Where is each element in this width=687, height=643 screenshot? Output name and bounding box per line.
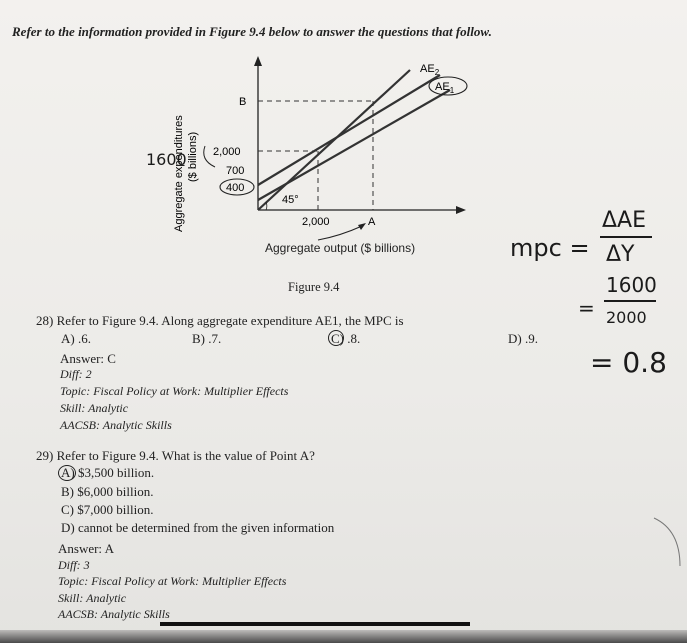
label-a: A — [368, 216, 376, 228]
label-b: B — [239, 96, 247, 108]
figure-caption: Figure 9.4 — [288, 280, 340, 294]
q28-skill: Skill: Analytic — [60, 401, 129, 415]
handwritten-1600: 1600 — [146, 150, 187, 169]
q28-topic: Topic: Fiscal Policy at Work: Multiplier Effects — [60, 384, 289, 398]
label-2000-y: 2,000 — [213, 146, 241, 158]
label-ae1: $AE_1$ — [435, 81, 455, 95]
handwritten-formula-lhs: mpc = — [510, 234, 590, 262]
line-ae2 — [258, 75, 440, 185]
x-axis-arrow — [456, 206, 466, 214]
label-ae2: $AE_2$ — [420, 63, 440, 77]
y-axis-label-2: ($ billions) — [187, 131, 199, 182]
q28-option-b: B) .7. — [192, 331, 222, 346]
handwritten-2000-den: 2000 — [606, 308, 647, 327]
handwritten-delta-ae: ΔAE — [602, 208, 646, 233]
page-bottom-shadow — [0, 630, 687, 643]
label-700: 700 — [226, 165, 245, 177]
q29-diff: Diff: 3 — [58, 558, 90, 572]
q29-question: 29) Refer to Figure 9.4. What is the value of Point A? — [36, 448, 315, 463]
q28-aacsb: AACSB: Analytic Skills — [60, 418, 172, 432]
q28-question: 28) Refer to Figure 9.4. Along aggregate expenditure AE1, the MPC is — [36, 313, 404, 328]
label-400: 400 — [226, 182, 245, 194]
q28-option-c: C) .8. — [331, 331, 361, 346]
q29-aacsb: AACSB: Analytic Skills — [58, 607, 170, 621]
handwritten-delta-y: ΔY — [606, 242, 635, 267]
y-axis-label-1: Aggregate expenditures — [173, 115, 185, 232]
angle-arc — [266, 202, 267, 210]
handwritten-arrow-a — [318, 226, 362, 240]
label-2000-x: 2,000 — [302, 216, 330, 228]
fraction-bar-1 — [600, 236, 652, 238]
fraction-bar-2 — [604, 300, 656, 302]
handwritten-result: = 0.8 — [590, 346, 667, 379]
q28-option-a: A) .6. — [61, 331, 91, 346]
handwritten-1600-num: 1600 — [606, 273, 657, 297]
figure-9-4 — [140, 50, 470, 260]
x-axis-label: Aggregate output ($ billions) — [265, 241, 416, 255]
y-axis-arrow — [254, 56, 262, 66]
q29-option-b: B) $6,000 billion. — [61, 484, 154, 499]
q28-diff: Diff: 2 — [60, 367, 92, 381]
label-45: 45° — [282, 194, 299, 206]
q28-option-d: D) .9. — [508, 331, 538, 346]
handwritten-equals: = — [578, 296, 595, 320]
handwritten-arrowhead-a — [358, 223, 366, 230]
q28-answer: Answer: C — [60, 351, 116, 366]
pencil-mark — [650, 510, 687, 570]
q29-option-a: A) $3,500 billion. — [61, 465, 155, 480]
q29-option-d: D) cannot be determined from the given information — [61, 520, 335, 535]
q29-option-c: C) $7,000 billion. — [61, 502, 154, 517]
line-ae1 — [258, 90, 450, 200]
q29-topic: Topic: Fiscal Policy at Work: Multiplier Effects — [58, 574, 287, 588]
intro-text: Refer to the information provided in Figure 9.4 below to answer the questions that follow. — [12, 24, 492, 39]
q29-answer: Answer: A — [58, 541, 114, 556]
q29-skill: Skill: Analytic — [58, 591, 127, 605]
page-rule — [160, 622, 470, 626]
